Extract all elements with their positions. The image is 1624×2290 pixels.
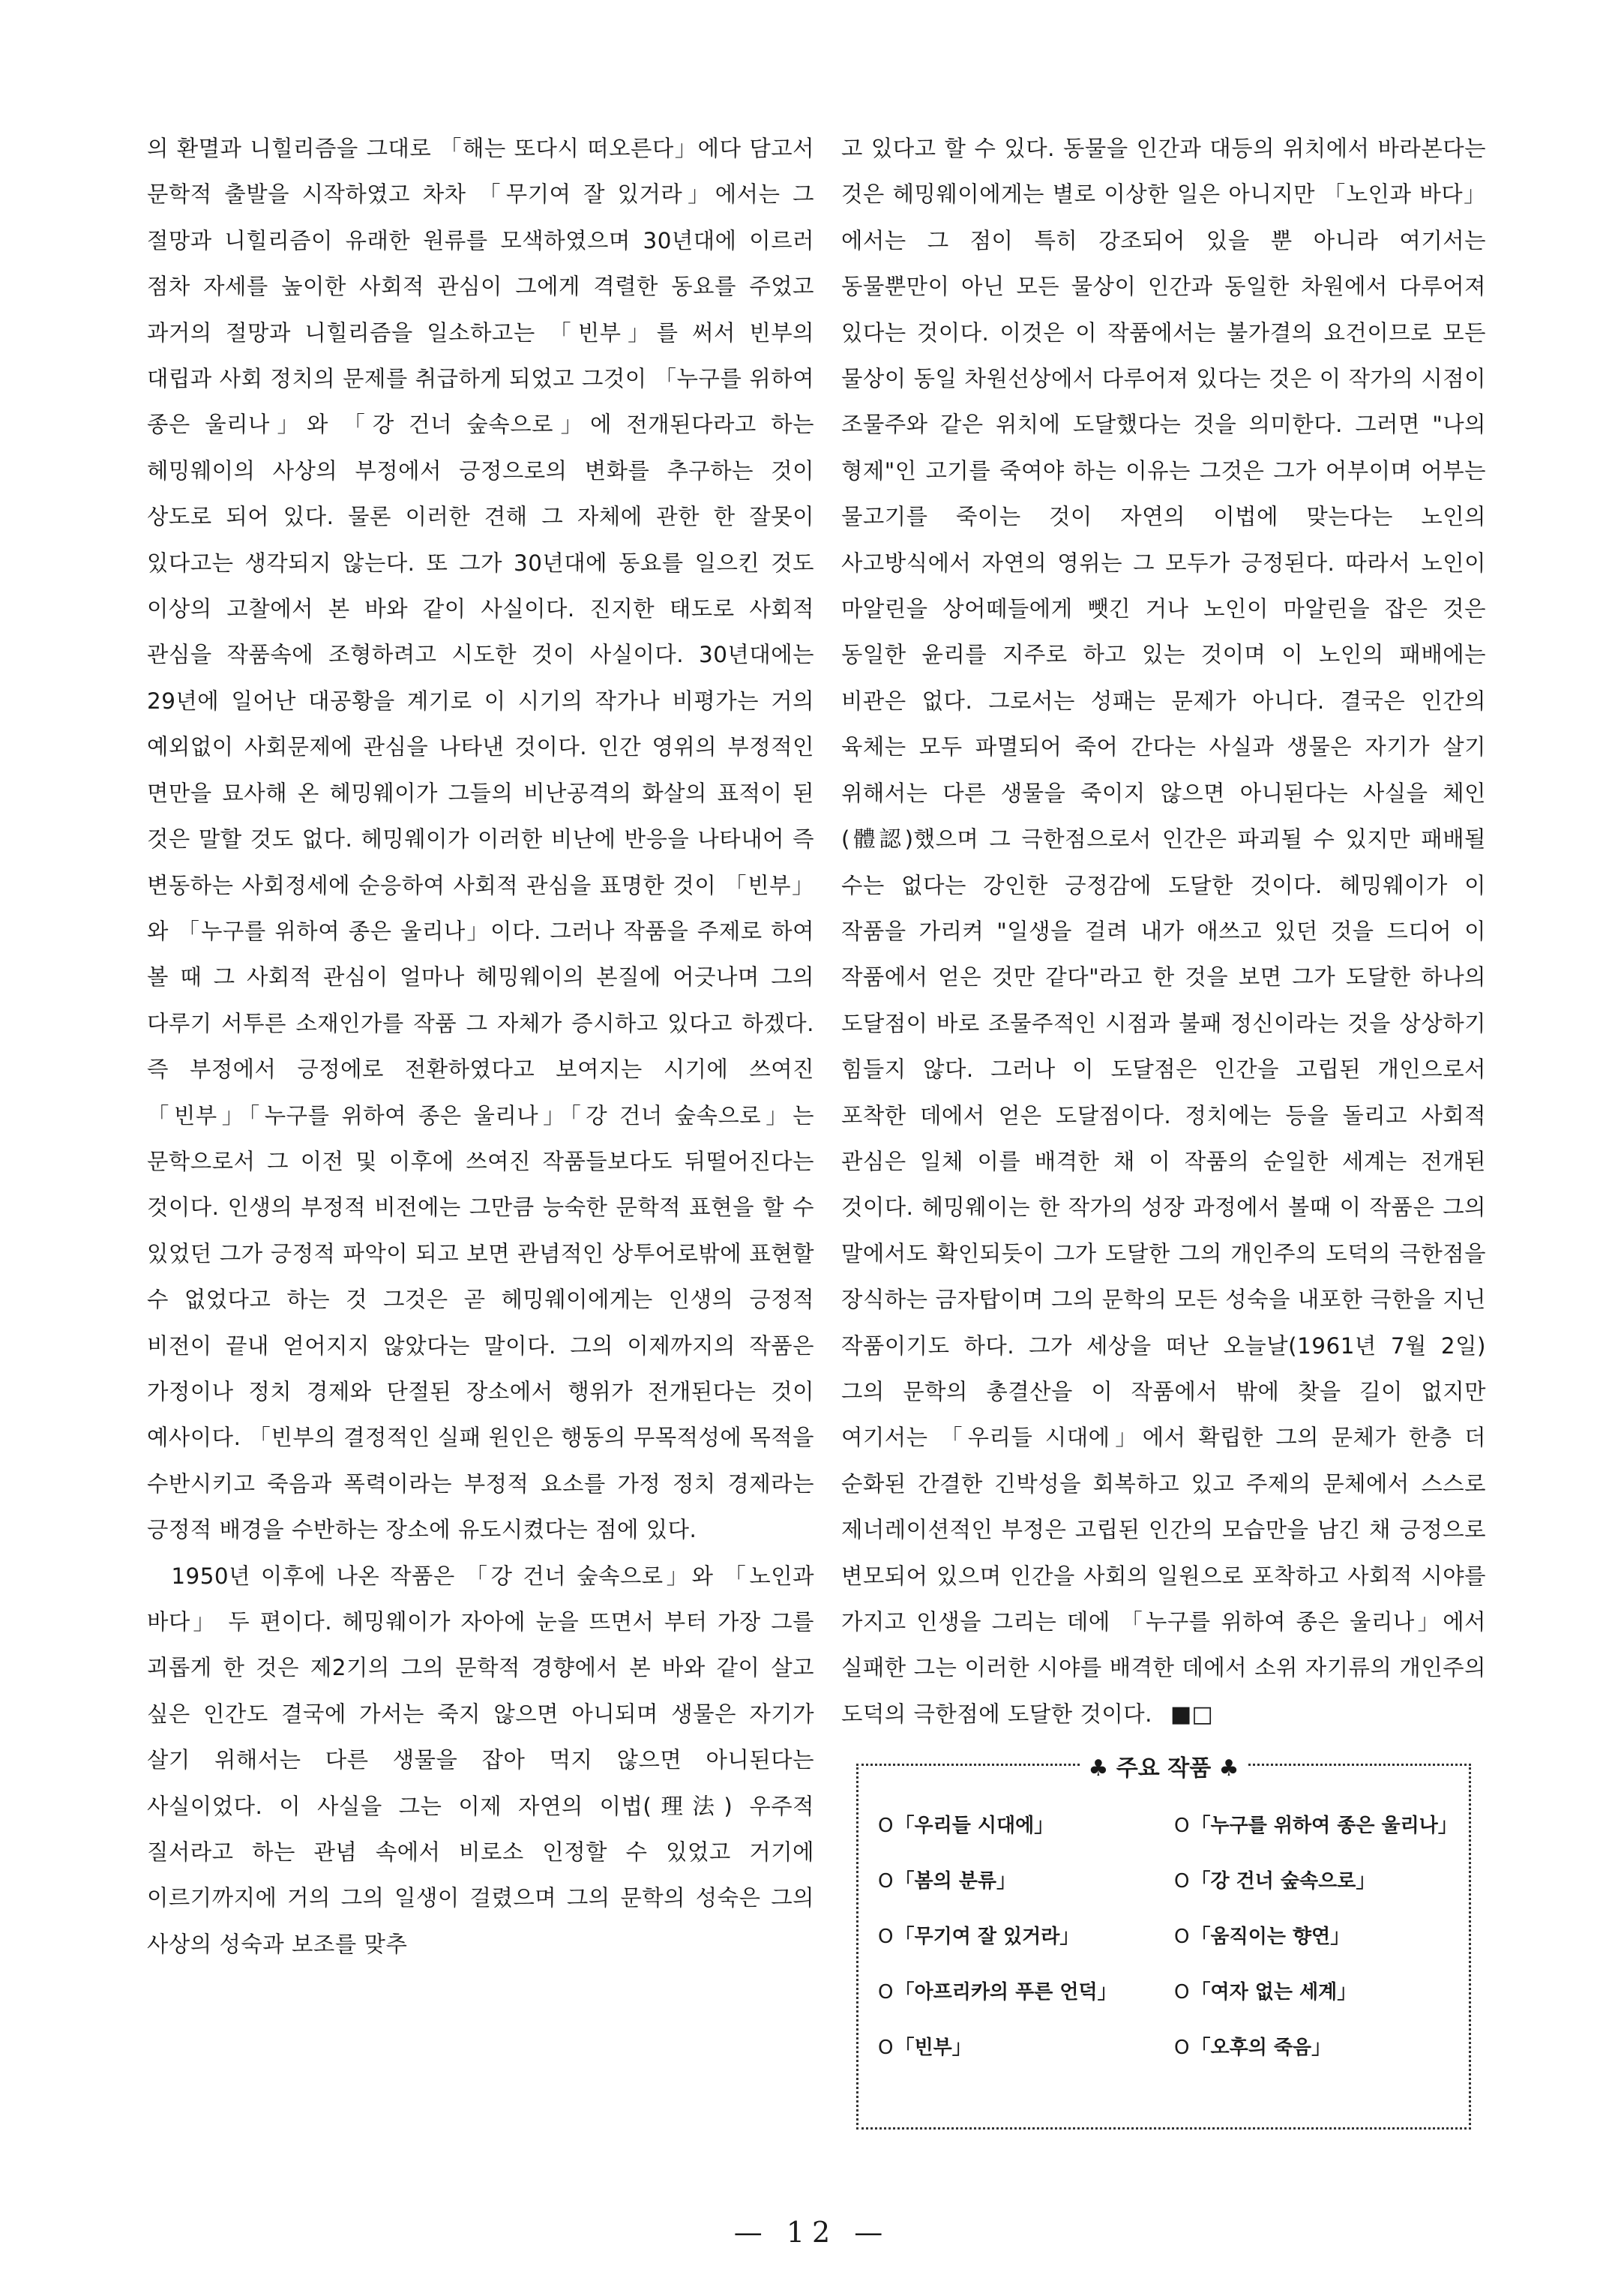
major-works-title-text: ♣ 주요 작품 ♣: [1080, 1755, 1246, 1782]
work-item: [878, 1857, 1167, 1905]
work-title: 「아프리카의 푸른 언덕」: [894, 1981, 1117, 2004]
bullet-circle-icon: O: [878, 1870, 894, 1893]
work-title: 「여자 없는 세계」: [1191, 1981, 1357, 2004]
end-mark: ■□: [1170, 1701, 1213, 1728]
work-item: [1174, 2024, 1463, 2072]
work-item: [1174, 1802, 1463, 1850]
left-paragraph-1: 의 환멸과 니힐리즘을 그대로 「해는 또다시 떠오른다」에다 담고서 문학적 출발을 시작하였고 차차 「무기여 잘 있거라」에서는 그 절망과 니힐리즘이 유래한 원류를 모색하였으며 30년대에 이르러 점차 자세를 높이한 사회적 관심이 그에게 격렬한 동요를 주었고 과거의 절망과 니힐리즘을 일소하고는 「빈부」를 써서 빈부의 대립과 사회 정치의 문제를 취급하게 되었고 그것이 「누구를 위하여 종은 울리나」와 「강 건너 숲속으로」에 전개된다라고 하는 헤밍웨이의 사상의 부정에서 긍정으로의 변화를 추구하는 것이 상도로 되어 있다. 물론 이러한 견해 그 자체에 관한 한 잘못이 있다고는 생각되지 않는다. 또 그가 30년대에 동요를 일으킨 것도 이상의 고찰에서 본 바와 같이 사실이다. 진지한 태도로 사회적 관심을 작품속에 조형하려고 시도한 것이 사실이다. 30년대에는 29년에 일어난 대공황을 계기로 이 시기의 작가나 비평가는 거의 예외없이 사회문제에 관심을 나타낸 것이다. 인간 영위의 부정적인 면만을 묘사해 온 헤밍웨이가 그들의 비난공격의 화살의 표적이 된 것은 말할 것도 없다. 헤밍웨이가 이러한 비난에 반응을 나타내어 즉 변동하는 사회정세에 순응하여 사회적 관심을 표명한 것이 「빈부」와 「누구를 위하여 종은 울리나」이다. 그러나 작품을 주제로 하여 볼 때 그 사회적 관심이 얼마나 헤밍웨이의 본질에 어긋나며 그의 다루기 서투른 소재인가를 작품 그 자체가 증시하고 있다고 하겠다. 즉 부정에서 긍정에로 전환하였다고 보여지는 시기에 쓰여진 「빈부」「누구를 위하여 종은 울리나」「강 건너 숲속으로」는 문학으로서 그 이전 및 이후에 쓰여진 작품들보다도 뒤떨어진다는 것이다. 인생의 부정적 비전에는 그만큼 능숙한 문학적 표현을 할 수 있었던 그가 긍정적 파악이 되고 보면 관념적인 상투어로밖에 표현할 수 없었다고 하는 것 그것은 곧 헤밍웨이에게는 인생의 긍정적 비전이 끝내 얻어지지 않았다는 말이다. 그의 이제까지의 작품은 가정이나 정치 경제와 단절된 장소에서 행위가 전개된다는 것이 예사이다. 「빈부의 결정적인 실패 원인은 행동의 무목적성에 목적을 수반시키고 죽음과 폭력이라는 부정적 요소를 가정 정치 경제라는 긍정적 배경을 수반하는 장소에 유도시켰다는 점에 있다.: [147, 136, 814, 1543]
work-title: 「오후의 죽음」: [1191, 2037, 1332, 2059]
page-number: — 12 —: [733, 2216, 891, 2249]
bullet-circle-icon: O: [878, 1926, 894, 1948]
work-title: 「강 건너 숲속으로」: [1191, 1870, 1376, 1893]
major-works-title: [858, 1749, 1469, 1782]
work-item: [1174, 1968, 1463, 2016]
work-item: [878, 1802, 1167, 1850]
work-item: [878, 2024, 1167, 2072]
work-title: 「누구를 위하여 종은 울리나」: [1191, 1815, 1458, 1837]
work-title: 「무기여 잘 있거라」: [894, 1926, 1080, 1948]
left-paragraph-2: 1950년 이후에 나온 작품은 「강 건너 숲속으로」와 「노인과 바다」 두 편이다. 헤밍웨이가 자아에 눈을 뜨면서 부터 가장 그를 괴롭게 한 것은 제2기의 그의 문학적 경향에서 본 바와 같이 살고 싶은 인간도 결국에 가서는 죽지 않으면 아니되며 생물은 자기가 살기 위해서는 다른 생물을 잡아 먹지 않으면 아니된다는 사실이었다. 이 사실을 그는 이제 자연의 이법(理法) 우주적 질서라고 하는 관념 속에서 비로소 인정할 수 있었고 거기에 이르기까지에 거의 그의 일생이 걸렸으며 그의 문학의 성숙은 그의 사상의 성숙과 보조를 맞추: [147, 1563, 814, 1957]
bullet-circle-icon: O: [1174, 1815, 1190, 1837]
bullet-circle-icon: O: [1174, 1870, 1190, 1893]
left-column: [147, 126, 814, 1968]
work-item: [878, 1968, 1167, 2016]
major-works-box: [856, 1755, 1471, 2130]
right-paragraph-1: [841, 126, 1486, 1737]
right-paragraph-1-text: 고 있다고 할 수 있다. 동물을 인간과 대등의 위치에서 바라본다는 것은 헤밍웨이에게는 별로 이상한 일은 아니지만 「노인과 바다」에서는 그 점이 특히 강조되어 있을 뿐 아니라 여기서는 동물뿐만이 아닌 모든 물상이 인간과 동일한 차원에서 다루어져 있다는 것이다. 이것은 이 작품에서는 불가결의 요건이므로 모든 물상이 동일 차원선상에서 다루어져 있다는 것은 이 작가의 시점이 조물주와 같은 위치에 도달했다는 것을 의미한다. 그러면 "나의 형제"인 고기를 죽여야 하는 이유는 그것은 그가 어부이며 어부는 물고기를 죽이는 것이 자연의 이법에 맞는다는 노인의 사고방식에서 자연의 영위는 그 모두가 긍정된다. 따라서 노인이 마알린을 상어떼들에게 뺏긴 거나 노인이 마알린을 잡은 것은 동일한 윤리를 지주로 하고 있는 것이며 이 노인의 패배에는 비관은 없다. 그로서는 성패는 문제가 아니다. 결국은 인간의 육체는 모두 파멸되어 죽어 간다는 사실과 생물은 자기가 살기 위해서는 다른 생물을 죽이지 않으면 아니된다는 사실을 체인(體認)했으며 그 극한점으로서 인간은 파괴될 수 있지만 패배될 수는 없다는 강인한 긍정감에 도달한 것이다. 헤밍웨이가 이 작품을 가리켜 "일생을 걸려 내가 애쓰고 있던 것을 드디어 이 작품에서 얻은 것만 같다"라고 한 것을 보면 그가 도달한 하나의 도달점이 바로 조물주적인 시점과 불패 정신이라는 것을 상상하기 힘들지 않다. 그러나 이 도달점은 인간을 고립된 개인으로서 포착한 데에서 얻은 도달점이다. 정치에는 등을 돌리고 사회적 관심은 일체 이를 배격한 채 이 작품의 순일한 세계는 전개된 것이다. 헤밍웨이는 한 작가의 성장 과정에서 볼때 이 작품은 그의 말에서도 확인되듯이 그가 도달한 그의 개인주의 도덕의 극한점을 장식하는 금자탑이며 그의 문학의 모든 성숙을 내포한 극한을 지닌 작품이기도 하다. 그가 세상을 떠난 오늘날(1961년 7월 2일) 그의 문학의 총결산을 이 작품에서 밖에 찾을 길이 없지만 여기서는 「우리들 시대에」에서 확립한 그의 문체가 한층 더 순화된 간결한 긴박성을 회복하고 있고 주제의 문체에서 스스로 제너레이션적인 부정은 고립된 인간의 모습만을 남긴 채 긍정으로 변모되어 있으며 인간을 사회의 일원으로 포착하고 사회적 시야를 가지고 인생을 그리는 데에 「누구를 위하여 종은 울리나」에서 실패한 그는 이러한 시야를 배격한 데에서 소위 자기류의 개인주의 도덕의 극한점에 도달한 것이다.: [841, 136, 1486, 1727]
work-item: [878, 1913, 1167, 1961]
bullet-circle-icon: O: [1174, 1981, 1190, 2004]
bullet-circle-icon: O: [878, 2037, 894, 2059]
bullet-circle-icon: O: [1174, 2037, 1190, 2059]
bullet-circle-icon: O: [1174, 1926, 1190, 1948]
work-title: 「움직이는 향연」: [1191, 1926, 1350, 1948]
work-title: 「우리들 시대에」: [894, 1815, 1054, 1837]
work-item: [1174, 1857, 1463, 1905]
right-column: [841, 126, 1486, 1737]
major-works-list: [878, 1802, 1463, 2072]
bullet-circle-icon: O: [878, 1815, 894, 1837]
work-item: [1174, 1913, 1463, 1961]
bullet-circle-icon: O: [878, 1981, 894, 2004]
work-title: 「빈부」: [894, 2037, 972, 2059]
work-title: 「봄의 분류」: [894, 1870, 1016, 1893]
